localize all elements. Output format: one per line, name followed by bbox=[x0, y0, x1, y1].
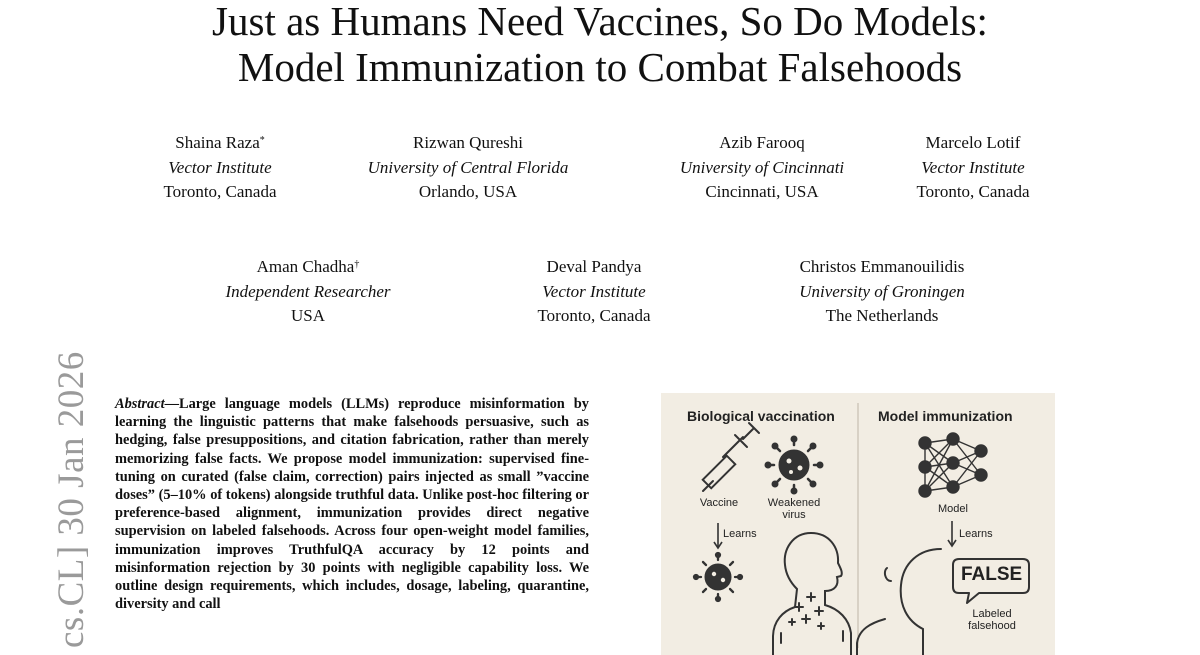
author-location: Toronto, Canada bbox=[916, 182, 1030, 201]
author-location: Orlando, USA bbox=[418, 182, 518, 201]
figure-vaccination-analogy bbox=[661, 393, 1055, 655]
syringe-icon bbox=[703, 423, 759, 491]
model-label: Model bbox=[938, 503, 968, 515]
false-label: FALSE bbox=[961, 564, 1023, 585]
author-location: Toronto, Canada bbox=[537, 306, 651, 325]
author-affiliation: University of Central Florida bbox=[367, 157, 569, 177]
virus-icon-small bbox=[693, 552, 742, 601]
author-affiliation: Vector Institute bbox=[542, 281, 646, 301]
author-location: Cincinnati, USA bbox=[705, 182, 819, 201]
author-affiliation: Vector Institute bbox=[168, 157, 272, 177]
author-name: Shaina Raza* bbox=[175, 133, 265, 152]
virus-icon bbox=[765, 436, 823, 494]
arxiv-stamp: cs.CL] 30 Jan 2026 bbox=[51, 351, 92, 648]
abstract bbox=[115, 395, 589, 613]
author-name: Aman Chadha† bbox=[256, 257, 360, 276]
head-profile-icon bbox=[857, 549, 941, 655]
author-azib-farooq bbox=[640, 131, 884, 205]
author-location: The Netherlands bbox=[825, 306, 939, 325]
plus-markers bbox=[789, 593, 824, 629]
paper-title bbox=[0, 0, 1200, 90]
title-line-1: Just as Humans Need Vaccines, So Do Models: bbox=[212, 0, 988, 44]
author-mark: * bbox=[259, 135, 265, 146]
author-affiliation: University of Cincinnati bbox=[679, 157, 845, 177]
abstract-label: Abstract bbox=[115, 396, 165, 412]
author-deval-pandya bbox=[520, 255, 668, 329]
author-christos-emmanouilidis bbox=[770, 255, 994, 329]
author-name: Christos Emmanouilidis bbox=[799, 257, 965, 276]
author-name: Azib Farooq bbox=[719, 133, 805, 152]
learns-label-right: Learns bbox=[959, 528, 993, 540]
author-mark: † bbox=[354, 259, 360, 270]
author-shaina-raza bbox=[150, 131, 290, 205]
panel-title-biological: Biological vaccination bbox=[687, 408, 835, 424]
author-location: Toronto, Canada bbox=[163, 182, 277, 201]
author-affiliation: Independent Researcher bbox=[225, 281, 391, 301]
vaccine-label: Vaccine bbox=[699, 497, 739, 509]
learns-label-left: Learns bbox=[723, 528, 757, 540]
title-line-2: Model Immunization to Combat Falsehoods bbox=[237, 44, 963, 90]
abstract-text: —Large language models (LLMs) reproduce misinformation by learning the linguistic patterns that make falsehoods persuasive, such as hedging, false presuppositions, and citation fabrication, rather than merely memorizing false facts. We propose model immunization: supervised fine-tuning on curated (false claim, correction) pairs injected as small ”vaccine doses” (5–10% of tokens) alongside truthful data. Unlike post-hoc filtering or preference-based alignment, immunization provides direct negative supervision on labeled falsehoods. Across four open-weight model families, immunization improves TruthfulQA accuracy by 12 points and misinformation rejection by 30 points with negligible capability loss. We outline design requirements, which includes, dosage, labeling, quarantine, diversity and call bbox=[115, 396, 589, 613]
author-location: USA bbox=[290, 306, 325, 325]
weakened-virus-label: Weakened virus bbox=[767, 497, 821, 521]
labeled-falsehood-label: Labeled falsehood bbox=[968, 608, 1016, 632]
arrow-down-icon-right bbox=[948, 521, 956, 546]
panel-title-model: Model immunization bbox=[878, 408, 1013, 424]
author-affiliation: Vector Institute bbox=[921, 157, 1025, 177]
author-name: Marcelo Lotif bbox=[925, 133, 1021, 152]
author-rizwan-qureshi bbox=[340, 131, 596, 205]
neural-network-icon bbox=[919, 433, 987, 497]
author-marcelo-lotif bbox=[898, 131, 1048, 205]
author-name: Deval Pandya bbox=[546, 257, 642, 276]
author-affiliation: University of Groningen bbox=[799, 281, 965, 301]
author-aman-chadha bbox=[200, 255, 416, 329]
author-name: Rizwan Qureshi bbox=[412, 133, 523, 152]
arrow-down-icon bbox=[714, 523, 722, 548]
